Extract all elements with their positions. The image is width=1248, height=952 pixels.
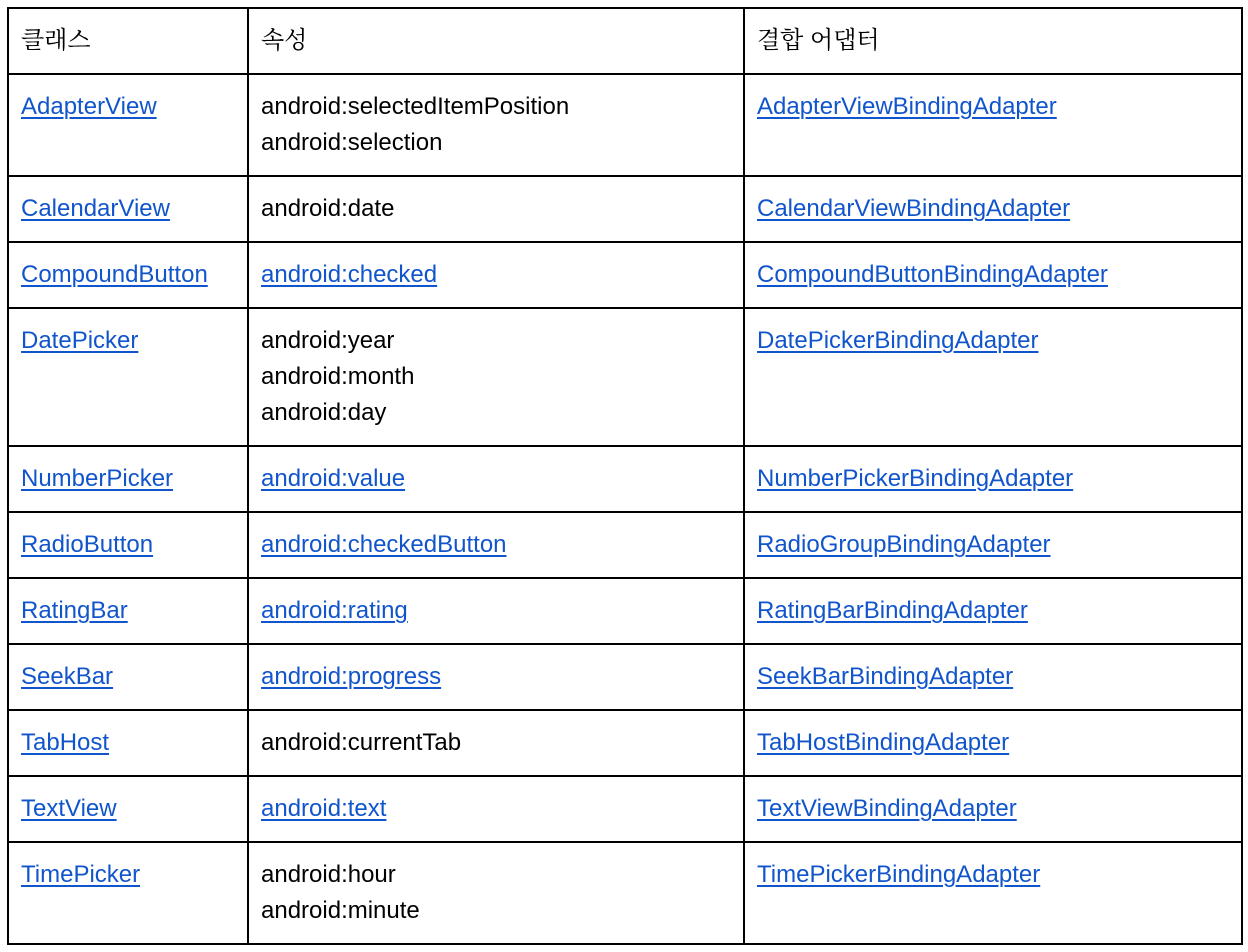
class-link[interactable]: SeekBar: [21, 663, 114, 690]
class-cell: [8, 578, 248, 644]
table-header-row: [8, 8, 1242, 74]
adapter-cell: [744, 842, 1242, 944]
table-row: [8, 776, 1242, 842]
class-link[interactable]: TabHost: [21, 729, 110, 756]
attribute-cell: [248, 644, 744, 710]
adapter-link[interactable]: TextViewBindingAdapter: [757, 795, 1017, 822]
class-cell: [8, 512, 248, 578]
attribute-cell: [248, 446, 744, 512]
class-cell: [8, 242, 248, 308]
attribute-cell: [248, 776, 744, 842]
table-row: [8, 242, 1242, 308]
adapter-cell: [744, 776, 1242, 842]
attribute-link[interactable]: android:checked: [261, 261, 438, 288]
binding-adapter-table: [7, 7, 1243, 945]
attribute-text: android:year: [261, 327, 395, 354]
attribute-cell: [248, 242, 744, 308]
adapter-cell: [744, 308, 1242, 446]
class-link[interactable]: DatePicker: [21, 327, 139, 354]
class-cell: [8, 710, 248, 776]
attribute-text: android:hour: [261, 861, 396, 888]
adapter-link[interactable]: NumberPickerBindingAdapter: [757, 465, 1074, 492]
attribute-text: android:currentTab: [261, 729, 462, 756]
adapter-cell: [744, 644, 1242, 710]
class-cell: [8, 308, 248, 446]
class-cell: [8, 776, 248, 842]
class-link[interactable]: NumberPicker: [21, 465, 174, 492]
table-row: [8, 308, 1242, 446]
attribute-text: android:selectedItemPosition: [261, 93, 570, 120]
attribute-text: android:date: [261, 195, 395, 222]
adapter-link[interactable]: DatePickerBindingAdapter: [757, 327, 1039, 354]
header-attribute: 속성: [248, 8, 744, 74]
class-link[interactable]: RatingBar: [21, 597, 128, 624]
class-cell: [8, 644, 248, 710]
table-row: [8, 176, 1242, 242]
attribute-cell: [248, 710, 744, 776]
class-link[interactable]: RadioButton: [21, 531, 154, 558]
attribute-cell: [248, 176, 744, 242]
attribute-link[interactable]: android:rating: [261, 597, 408, 624]
table-row: [8, 710, 1242, 776]
attribute-text: android:day: [261, 399, 387, 426]
class-link[interactable]: CompoundButton: [21, 261, 208, 288]
class-link[interactable]: TextView: [21, 795, 117, 822]
class-cell: [8, 74, 248, 176]
attribute-cell: [248, 578, 744, 644]
adapter-link[interactable]: TabHostBindingAdapter: [757, 729, 1010, 756]
adapter-cell: [744, 512, 1242, 578]
header-binding-adapter: 결합 어댑터: [744, 8, 1242, 74]
class-link[interactable]: AdapterView: [21, 93, 157, 120]
attribute-cell: [248, 512, 744, 578]
adapter-cell: [744, 710, 1242, 776]
attribute-text: android:selection: [261, 129, 443, 156]
header-class: 클래스: [8, 8, 248, 74]
adapter-cell: [744, 446, 1242, 512]
adapter-link[interactable]: TimePickerBindingAdapter: [757, 861, 1041, 888]
adapter-link[interactable]: SeekBarBindingAdapter: [757, 663, 1014, 690]
table-row: [8, 512, 1242, 578]
attribute-cell: [248, 842, 744, 944]
table-row: [8, 644, 1242, 710]
adapter-cell: [744, 242, 1242, 308]
attribute-link[interactable]: android:text: [261, 795, 387, 822]
attribute-text: android:minute: [261, 897, 420, 924]
table-row: [8, 842, 1242, 944]
attribute-link[interactable]: android:checkedButton: [261, 531, 507, 558]
attribute-text: android:month: [261, 363, 415, 390]
class-link[interactable]: CalendarView: [21, 195, 170, 222]
class-cell: [8, 446, 248, 512]
adapter-link[interactable]: CalendarViewBindingAdapter: [757, 195, 1071, 222]
attribute-link[interactable]: android:progress: [261, 663, 442, 690]
adapter-link[interactable]: AdapterViewBindingAdapter: [757, 93, 1057, 120]
adapter-link[interactable]: RadioGroupBindingAdapter: [757, 531, 1051, 558]
table-row: [8, 74, 1242, 176]
adapter-link[interactable]: RatingBarBindingAdapter: [757, 597, 1028, 624]
adapter-cell: [744, 578, 1242, 644]
class-cell: [8, 176, 248, 242]
adapter-cell: [744, 74, 1242, 176]
adapter-link[interactable]: CompoundButtonBindingAdapter: [757, 261, 1108, 288]
attribute-link[interactable]: android:value: [261, 465, 406, 492]
class-cell: [8, 842, 248, 944]
adapter-cell: [744, 176, 1242, 242]
attribute-cell: [248, 74, 744, 176]
attribute-cell: [248, 308, 744, 446]
class-link[interactable]: TimePicker: [21, 861, 141, 888]
table-row: [8, 446, 1242, 512]
table-row: [8, 578, 1242, 644]
